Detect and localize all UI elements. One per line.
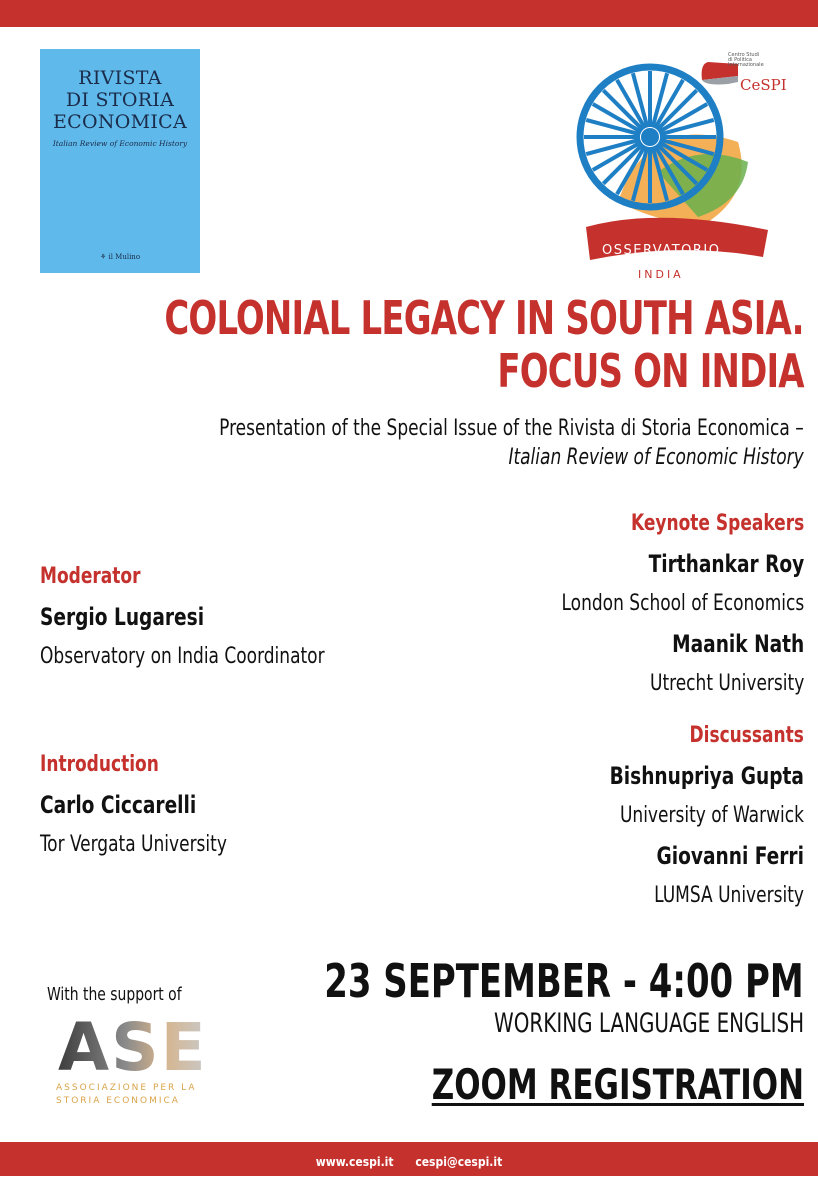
chakra-spoke: [657, 90, 697, 130]
event-title: [24, 292, 804, 398]
moderator-name: Sergio Lugaresi: [40, 603, 205, 631]
keynote-section: [522, 504, 804, 704]
support-label: With the support of: [47, 984, 182, 1005]
cespi-name: CeSPI: [740, 76, 787, 94]
keynote-speaker-affiliation: Utrecht University: [649, 671, 804, 696]
introduction-name: Carlo Ciccarelli: [40, 791, 197, 819]
event-subtitle: [124, 414, 804, 472]
keynote-label: Keynote Speakers: [630, 511, 804, 536]
osservatorio-india-logo: [578, 52, 787, 282]
title-line-1: COLONIAL LEGACY IN SOUTH ASIA.: [164, 291, 804, 345]
cespi-small-text-2: di Politica: [728, 57, 752, 63]
ashoka-chakra-icon: [580, 67, 720, 207]
cover-title-line1: RIVISTA: [78, 67, 162, 89]
ase-logo-text: ASE: [58, 1009, 208, 1086]
zoom-registration-link[interactable]: ZOOM REGISTRATION: [431, 1060, 804, 1109]
discussants-label: Discussants: [689, 723, 804, 748]
india-label: INDIA: [638, 268, 684, 281]
cespi-small-text-3: Internazionale: [728, 62, 764, 68]
cover-subtitle: Italian Review of Economic History: [52, 139, 188, 148]
moderator-label: Moderator: [40, 564, 141, 589]
keynote-speaker-affiliation: London School of Economics: [561, 591, 804, 616]
cover-title-line2: DI STORIA: [65, 89, 175, 111]
journal-cover: [40, 49, 200, 273]
introduction-label: Introduction: [40, 752, 159, 777]
cover-title-line3: ECONOMICA: [52, 111, 188, 133]
subtitle-line-1: Presentation of the Special Issue of the Rivista di Storia Economica –: [219, 416, 804, 441]
moderator-affiliation: Observatory on India Coordinator: [40, 644, 325, 669]
introduction-section: [40, 745, 257, 865]
footer-website-link[interactable]: www.cespi.it: [315, 1155, 394, 1169]
introduction-affiliation: Tor Vergata University: [40, 832, 227, 857]
discussant-affiliation: University of Warwick: [620, 803, 804, 828]
ase-logo-subtitle-1: ASSOCIAZIONE PER LA: [56, 1083, 197, 1093]
osservatorio-label: OSSERVATORIO: [602, 243, 721, 258]
keynote-speaker-name: Tirthankar Roy: [648, 550, 804, 578]
title-line-2: FOCUS ON INDIA: [497, 344, 804, 398]
cespi-small-text-1: Centro Studi: [728, 52, 760, 58]
working-language: WORKING LANGUAGE ENGLISH: [493, 1008, 804, 1039]
keynote-speaker-name: Maanik Nath: [671, 630, 804, 658]
ase-logo-subtitle-2: STORIA ECONOMICA: [56, 1096, 180, 1106]
top-banner: [0, 0, 818, 27]
discussant-name: Giovanni Ferri: [656, 842, 804, 870]
ase-logo: [56, 1009, 208, 1112]
subtitle-line-2: Italian Review of Economic History: [508, 445, 804, 470]
footer-email-link[interactable]: cespi@cespi.it: [415, 1155, 503, 1169]
footer-bar: [0, 1142, 818, 1176]
cover-publisher: ⚘ il Mulino: [99, 253, 141, 261]
discussant-name: Bishnupriya Gupta: [609, 762, 804, 790]
moderator-section: [40, 557, 371, 677]
discussant-affiliation: LUMSA University: [654, 883, 804, 908]
chakra-spoke: [603, 90, 643, 130]
event-date: 23 SEPTEMBER - 4:00 PM: [324, 954, 804, 1008]
discussants-section: [578, 716, 804, 916]
